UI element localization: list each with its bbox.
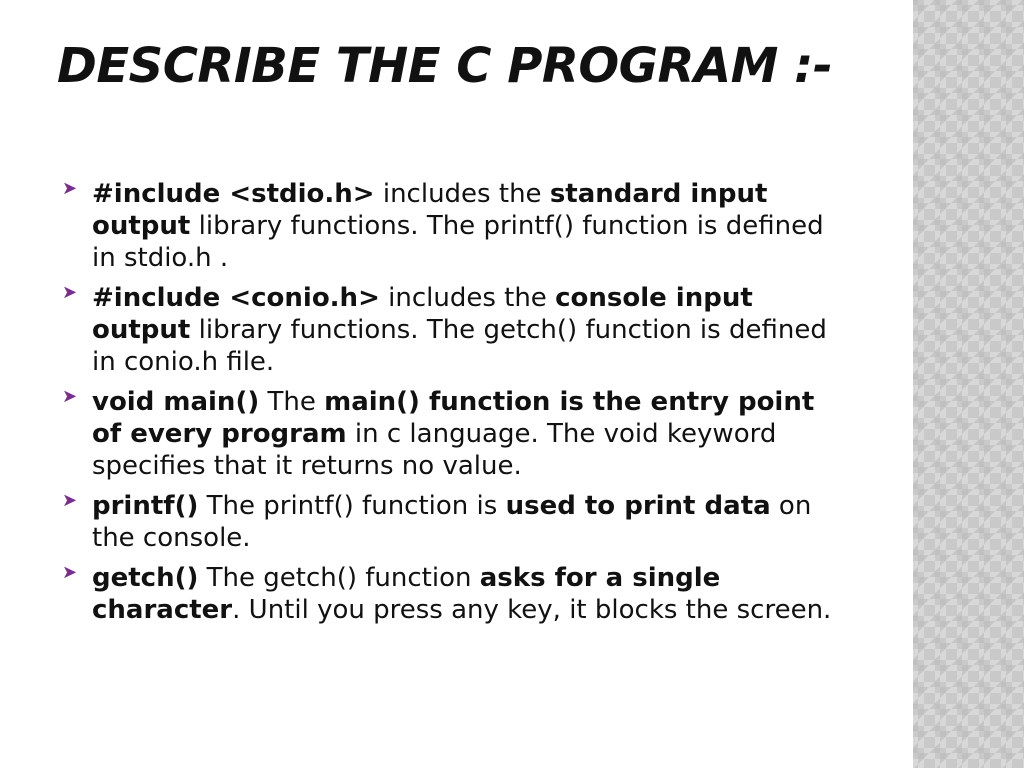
bullet-text — [92, 563, 831, 625]
bullet-text — [92, 179, 824, 273]
arrowhead-bullet-icon: ➤ — [62, 562, 78, 583]
bold-segment: getch() — [92, 563, 199, 593]
bullet-item — [62, 178, 852, 274]
bullet-item — [62, 490, 852, 554]
bold-segment: asks for a single character — [92, 563, 721, 625]
text-segment: . Until you press any key, it blocks the screen. — [232, 595, 832, 625]
text-segment: The getch() function — [198, 563, 480, 593]
slide-title: DESCRIBE THE C PROGRAM :- — [57, 38, 833, 94]
bullet-text — [92, 387, 814, 481]
bold-segment: console input output — [92, 283, 753, 345]
text-segment: library functions. The getch() function is defined in conio.h file. — [92, 315, 827, 377]
bold-segment: void main() — [92, 387, 260, 417]
arrowhead-bullet-icon: ➤ — [62, 282, 78, 303]
bullet-text — [92, 283, 827, 377]
bold-segment: printf() — [92, 491, 199, 521]
bullet-text — [92, 491, 811, 553]
bold-segment: used to print data — [505, 491, 771, 521]
text-segment: The — [259, 387, 325, 417]
bullet-item — [62, 562, 852, 626]
bullet-list — [62, 178, 852, 634]
arrowhead-bullet-icon: ➤ — [62, 178, 78, 199]
bullet-item — [62, 282, 852, 378]
text-segment: includes the — [374, 179, 550, 209]
text-segment: includes the — [379, 283, 556, 313]
text-segment: library functions. The printf() function is defined in stdio.h . — [92, 211, 824, 273]
bold-segment: #include <conio.h> — [92, 283, 380, 313]
bold-segment: main() function is the entry point of every program — [92, 387, 815, 449]
bold-segment: #include <stdio.h> — [92, 179, 375, 209]
arrowhead-bullet-icon: ➤ — [62, 490, 78, 511]
bold-segment: standard input output — [92, 179, 768, 241]
text-segment: on the console. — [92, 491, 812, 553]
text-segment: The printf() function is — [198, 491, 506, 521]
text-segment: in c language. The void keyword specifies that it returns no value. — [92, 419, 777, 481]
decorative-side-panel — [913, 0, 1024, 768]
bullet-item — [62, 386, 852, 482]
arrowhead-bullet-icon: ➤ — [62, 386, 78, 407]
